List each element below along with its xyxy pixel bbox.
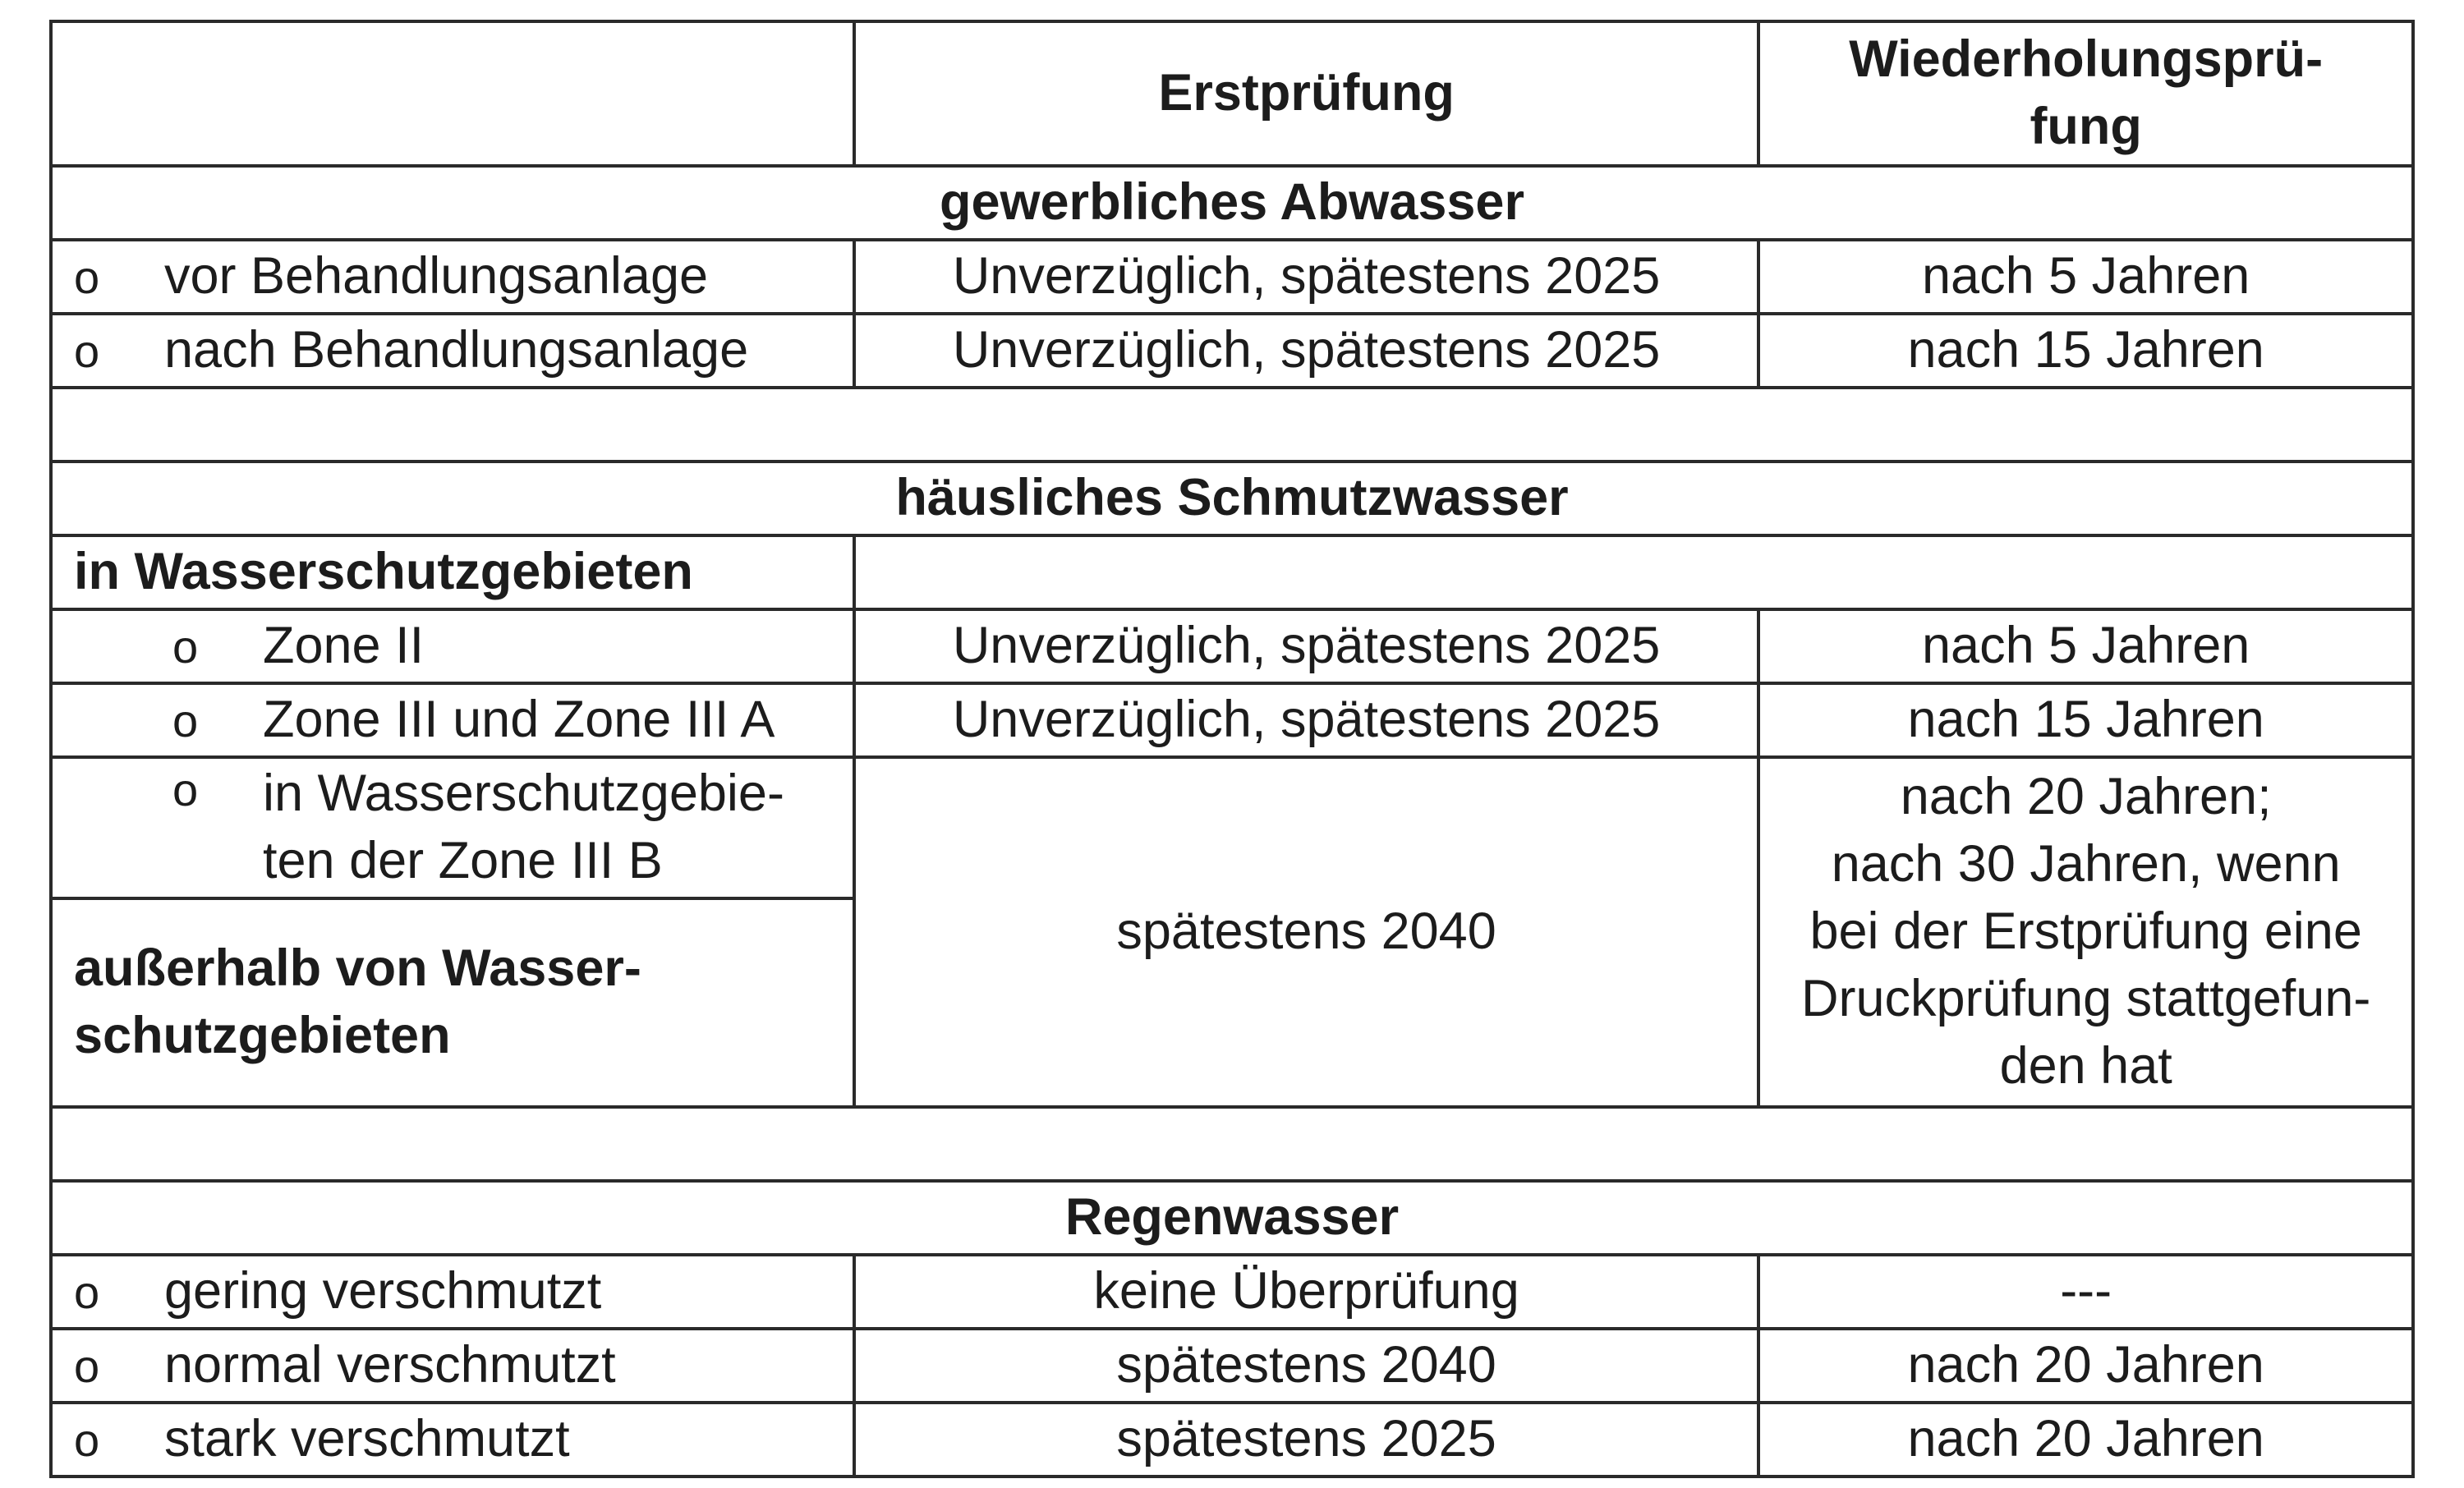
- section-title-gewerbliches-abwasser: gewerbliches Abwasser: [51, 166, 2413, 240]
- section-title-regenwasser: Regenwasser: [51, 1181, 2413, 1255]
- table-row: [51, 757, 2413, 898]
- table-row: [51, 1255, 2413, 1329]
- bullet-marker: o: [74, 251, 100, 304]
- row-label-cell: [51, 1403, 854, 1477]
- row-label-cell: [51, 757, 854, 898]
- section-title-haeusliches-schmutzwasser: häusliches Schmutzwasser: [51, 462, 2413, 535]
- table-header-row: [51, 21, 2413, 166]
- erstpruefung-value: Unverzüglich, spätestens 2025: [854, 609, 1759, 683]
- erstpruefung-value: Unverzüglich, spätestens 2025: [854, 683, 1759, 757]
- bullet-marker: o: [172, 621, 199, 673]
- row-label-cell: [51, 683, 854, 757]
- erstpruefung-value: Unverzüglich, spätestens 2025: [854, 314, 1759, 388]
- spacer-cell: [51, 388, 2413, 462]
- section-row: [51, 462, 2413, 535]
- inspection-schedule-table: [49, 20, 2415, 1478]
- table-row: [51, 535, 2413, 609]
- row-label: nach Behandlungsanlage: [164, 321, 749, 379]
- row-label-cell: [51, 1329, 854, 1403]
- row-label-cell: [51, 1255, 854, 1329]
- wiederholung-value: nach 5 Jahren: [1758, 240, 2413, 314]
- erstpruefung-value: keine Überprüfung: [854, 1255, 1759, 1329]
- header-empty-cell: [51, 21, 854, 166]
- section-row: [51, 1181, 2413, 1255]
- bullet-marker: o: [172, 764, 199, 816]
- subheading-ausserhalb: außerhalb von Wasser- schutzgebieten: [51, 898, 854, 1107]
- erstpruefung-value: Unverzüglich, spätestens 2025: [854, 240, 1759, 314]
- row-label: normal verschmutzt: [164, 1336, 616, 1394]
- row-label-cell: [51, 609, 854, 683]
- table-row: [51, 683, 2413, 757]
- bullet-marker: o: [74, 1414, 100, 1467]
- wiederholung-value: nach 15 Jahren: [1758, 314, 2413, 388]
- table-row: [51, 1403, 2413, 1477]
- bullet-marker: o: [74, 1266, 100, 1319]
- bullet-marker: o: [74, 1340, 100, 1393]
- subheading-in-wasserschutzgebieten: in Wasserschutzgebieten: [51, 535, 854, 609]
- spacer-cell: [51, 1107, 2413, 1181]
- document-page: [49, 20, 2415, 1468]
- row-label: in Wasserschutzgebie- ten der Zone III B: [263, 765, 784, 889]
- wiederholung-value-shared: nach 20 Jahren; nach 30 Jahren, wenn bei der Erstprüfung eine Druckprüfung stattgefun- den hat: [1758, 757, 2413, 1107]
- row-label-cell: [51, 314, 854, 388]
- header-wiederholungspruefung: Wiederholungsprü- fung: [1758, 21, 2413, 166]
- erstpruefung-value-shared: spätestens 2040: [854, 757, 1759, 1107]
- erstpruefung-value: spätestens 2040: [854, 1329, 1759, 1403]
- spacer-row: [51, 388, 2413, 462]
- table-row: [51, 240, 2413, 314]
- wiederholung-value: nach 5 Jahren: [1758, 609, 2413, 683]
- row-label: gering verschmutzt: [164, 1262, 602, 1320]
- section-row: [51, 166, 2413, 240]
- wiederholung-value: nach 15 Jahren: [1758, 683, 2413, 757]
- table-row: [51, 314, 2413, 388]
- wiederholung-value: nach 20 Jahren: [1758, 1403, 2413, 1477]
- spacer-row: [51, 1107, 2413, 1181]
- bullet-marker: o: [172, 695, 199, 747]
- table-row: [51, 609, 2413, 683]
- row-label: stark verschmutzt: [164, 1410, 570, 1468]
- header-erstpruefung: Erstprüfung: [854, 21, 1759, 166]
- empty-cell: [854, 535, 2413, 609]
- table-row: [51, 1329, 2413, 1403]
- wiederholung-value: ---: [1758, 1255, 2413, 1329]
- bullet-marker: o: [74, 325, 100, 378]
- row-label: Zone III und Zone III A: [263, 691, 775, 749]
- erstpruefung-value: spätestens 2025: [854, 1403, 1759, 1477]
- row-label-cell: [51, 240, 854, 314]
- wiederholung-value: nach 20 Jahren: [1758, 1329, 2413, 1403]
- row-label: Zone II: [263, 617, 425, 675]
- row-label: vor Behandlungsanlage: [164, 247, 709, 305]
